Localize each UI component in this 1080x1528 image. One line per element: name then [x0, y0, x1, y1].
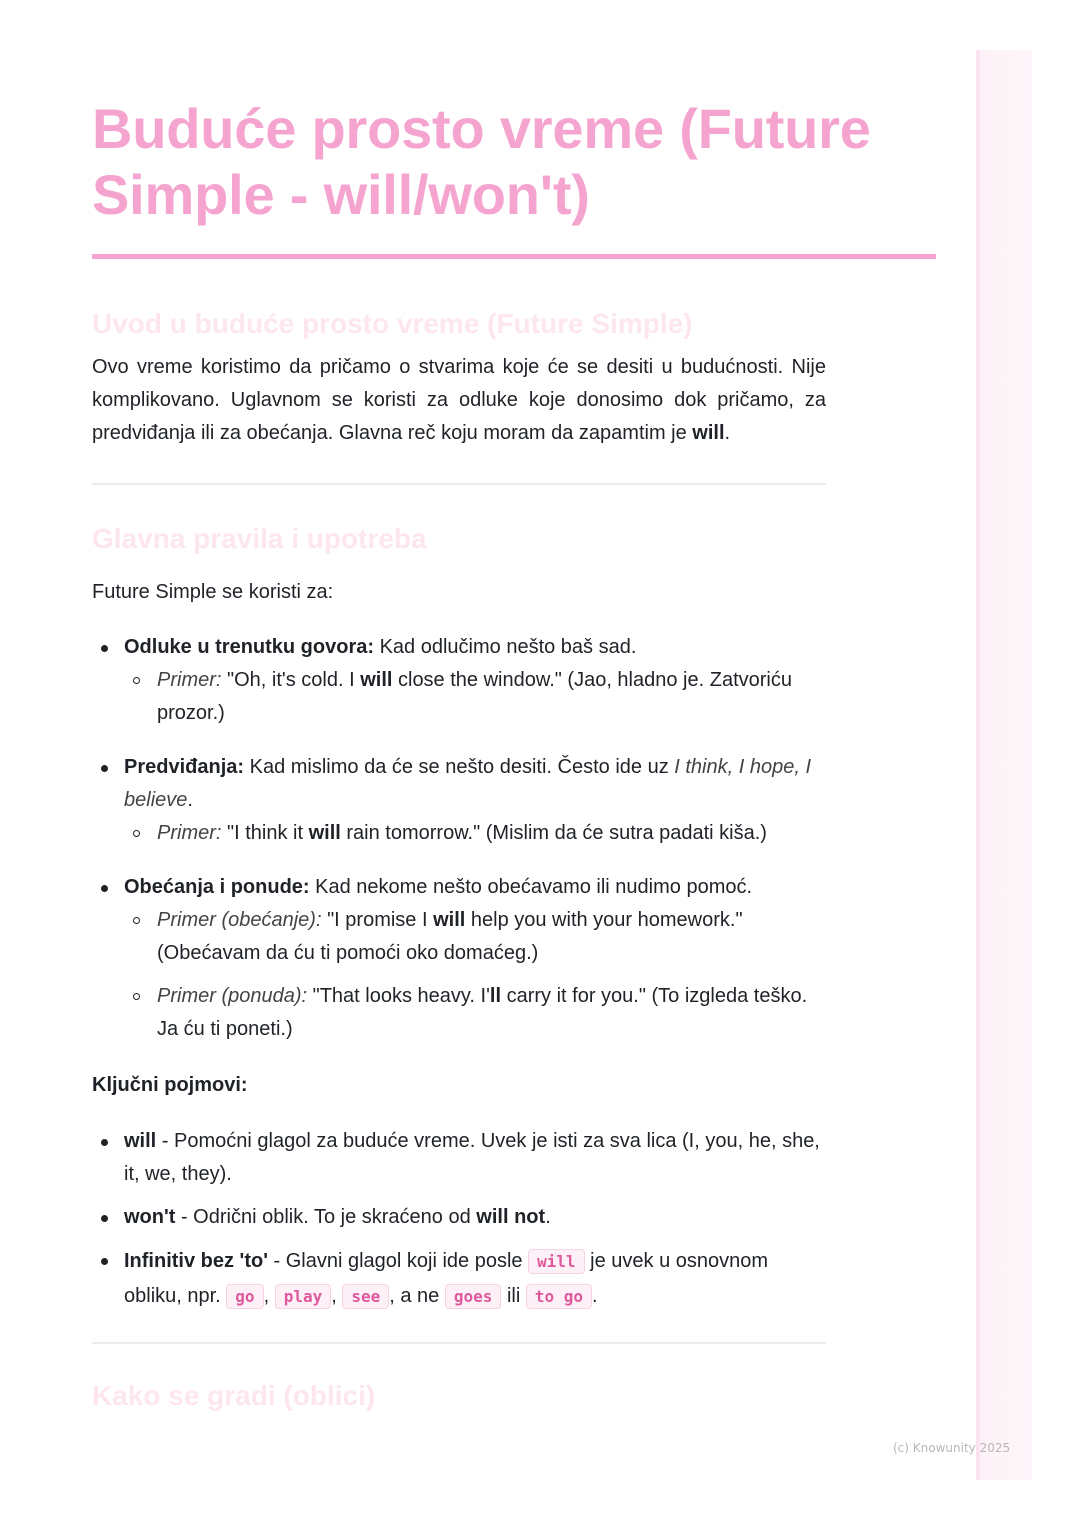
- rules-list: [92, 631, 826, 1046]
- rules-heading: Glavna pravila i upotreba: [92, 523, 427, 554]
- key-terms-heading: Ključni pojmovi:: [92, 1074, 248, 1096]
- example-item: Primer (ponuda): "That looks heavy. I'll carry it for you." (To izgleda teško. Ja ću ti poneti.): [124, 980, 826, 1046]
- content: [92, 307, 826, 1413]
- code-chip: see: [342, 1284, 389, 1309]
- code-chip: to go: [526, 1284, 592, 1309]
- page-side-strip: [976, 50, 1032, 1480]
- document-page: [92, 96, 936, 1413]
- intro-heading: Uvod u buduće prosto vreme (Future Simple): [92, 308, 693, 339]
- code-chip: will: [528, 1249, 585, 1274]
- code-chip: goes: [445, 1284, 502, 1309]
- rules-lead: Future Simple se koristi za:: [92, 581, 334, 603]
- key-term-item: Infinitiv bez 'to' - Glavni glagol koji ide posle will je uvek u osnovnom obliku, npr. go , play , see , a ne goes ili to go .: [92, 1244, 826, 1314]
- example-item: Primer: "Oh, it's cold. I will close the window." (Jao, hladno je. Zatvoriću prozor.): [124, 664, 826, 730]
- code-chip: go: [226, 1284, 263, 1309]
- key-term-item: won't - Odrični oblik. To je skraćeno od will not.: [92, 1201, 826, 1234]
- page-title: Buduće prosto vreme (Future Simple - will/won't): [92, 97, 871, 226]
- copyright-footer: (c) Knowunity 2025: [893, 1441, 1011, 1455]
- example-item: Primer: "I think it will rain tomorrow." (Mislim da će sutra padati kiša.): [124, 817, 826, 850]
- rule-item-promises: Obećanja i ponude: Kad nekome nešto obećavamo ili nudimo pomoć. Primer (obećanje): "I promise I will help you with your homework." (Obećavam da ću ti pomoći oko domaćeg.) Primer (ponuda): "That looks heavy. I'll carry it for you." (To izgleda teško. Ja ću ti poneti.): [92, 871, 826, 1046]
- key-term-item: will - Pomoćni glagol za buduće vreme. Uvek je isti za sva lica (I, you, he, she, it, we, they).: [92, 1125, 826, 1191]
- rule-item-predictions: Predviđanja: Kad mislimo da će se nešto desiti. Često ide uz I think, I hope, I believe. Primer: "I think it will rain tomorrow." (Mislim da će sutra padati kiša.): [92, 751, 826, 850]
- section-divider: [92, 1342, 826, 1344]
- key-terms-list: [92, 1125, 826, 1314]
- example-list: [124, 817, 826, 850]
- example-list: [124, 904, 826, 1046]
- code-chip: play: [275, 1284, 332, 1309]
- intro-paragraph: Ovo vreme koristimo da pričamo o stvarima koje će se desiti u budućnosti. Nije komplikovano. Uglavnom se koristi za odluke koje donosimo dok pričamo, za predviđanja ili za obećanja. Glavna reč koju moram da zapamtim je will.: [92, 356, 826, 444]
- forms-heading: Kako se gradi (oblici): [92, 1380, 376, 1411]
- example-item: Primer (obećanje): "I promise I will help you with your homework." (Obećavam da ću ti pomoći oko domaćeg.): [124, 904, 826, 970]
- title-underline: [92, 254, 936, 259]
- section-divider: [92, 483, 826, 485]
- example-list: [124, 664, 826, 730]
- rule-item-decisions: Odluke u trenutku govora: Kad odlučimo nešto baš sad. Primer: "Oh, it's cold. I will close the window." (Jao, hladno je. Zatvoriću prozor.): [92, 631, 826, 730]
